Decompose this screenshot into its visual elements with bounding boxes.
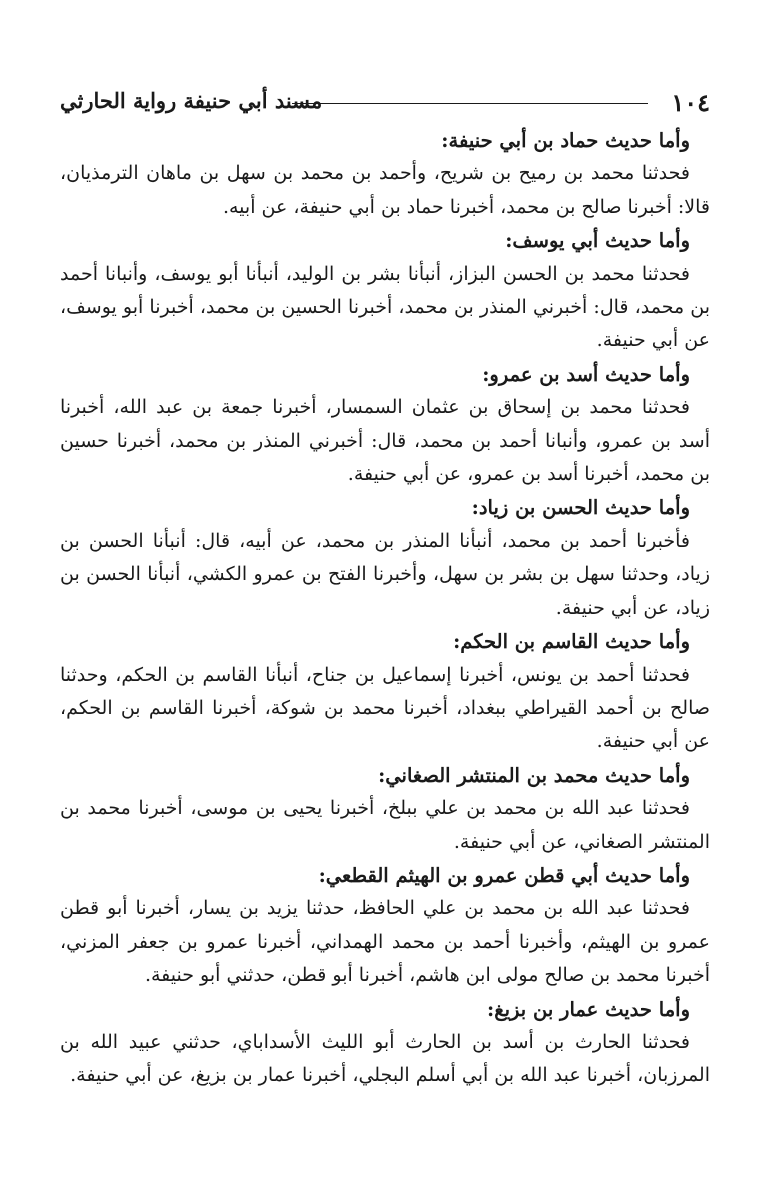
section-heading-muntashir: وأما حديث محمد بن المنتشر الصغاني: xyxy=(378,763,690,787)
section-text-hasan: فأخبرنا أحمد بن محمد، أنبأنا المنذر بن محمد، عن أبيه، قال: أنبأنا الحسن بن زياد، وحدثنا سهل بن بشر بن سهل، وأخبرنا الفتح بن عمرو الكشي، أنبأنا الحسن بن زياد، عن أبي حنيفة. xyxy=(60,529,710,619)
section-heading-ammar: وأما حديث عمار بن بزيغ: xyxy=(487,997,690,1021)
page-body xyxy=(60,124,710,1093)
header-rule xyxy=(292,103,648,104)
section-text-abu-qatan: فحدثنا عبد الله بن محمد بن علي الحافظ، حدثنا يزيد بن يسار، أخبرنا أبو قطن عمرو بن الهيثم، وأخبرنا أحمد بن محمد الهمداني، أخبرنا عمرو بن جعفر المزني، أخبرنا محمد بن صالح مولى ابن هاشم، أخبرنا أبو قطن، حدثني أبو حنيفة. xyxy=(60,897,710,987)
section-heading-qasim: وأما حديث القاسم بن الحكم: xyxy=(453,630,690,654)
section-text-qasim: فحدثنا أحمد بن يونس، أخبرنا إسماعيل بن جناح، أنبأنا القاسم بن الحكم، وحدثنا صالح بن أحمد القيراطي ببغداد، أخبرنا محمد بن شوكة، أخبرنا القاسم بن الحكم، عن أبي حنيفة. xyxy=(60,663,710,753)
section-text-hammad: فحدثنا محمد بن رميح بن شريح، وأحمد بن محمد بن سهل بن ماهان الترمذيان، قالا: أخبرنا صالح بن محمد، أخبرنا حماد بن أبي حنيفة، عن أبيه. xyxy=(60,162,710,218)
section-heading-hasan: وأما حديث الحسن بن زياد: xyxy=(471,496,690,520)
section-text-asad: فحدثنا محمد بن إسحاق بن عثمان السمسار، أخبرنا جمعة بن عبد الله، أخبرنا أسد بن عمرو، وأنبانا أحمد بن محمد، قال: أخبرني المنذر بن محمد، أخبرنا حسين بن محمد، أخبرنا أسد بن عمرو، عن أبي حنيفة. xyxy=(60,396,710,486)
section-text-muntashir: فحدثنا عبد الله بن محمد بن علي ببلخ، أخبرنا يحيى بن موسى، أخبرنا محمد بن المنتشر الصغاني، عن أبي حنيفة. xyxy=(60,797,710,853)
book-page xyxy=(60,82,710,1093)
section-heading-abu-qatan: وأما حديث أبي قطن عمرو بن الهيثم القطعي: xyxy=(318,863,690,887)
section-text-ammar: فحدثنا الحارث بن أسد بن الحارث أبو الليث الأسداباي، حدثني عبيد الله بن المرزبان، أخبرنا عبد الله بن أبي أسلم البجلي، أخبرنا عمار بن بزيغ، عن أبي حنيفة. xyxy=(60,1030,710,1087)
section-heading-hammad: وأما حديث حماد بن أبي حنيفة: xyxy=(441,129,690,152)
section-text-abu-yusuf: فحدثنا محمد بن الحسن البزاز، أنبأنا بشر بن الوليد، أنبأنا أبو يوسف، وأنبانا أحمد بن محمد، قال: أخبرني المنذر بن محمد، أخبرنا الحسين بن محمد، أخبرنا أبو يوسف، عن أبي حنيفة. xyxy=(60,262,710,352)
page-number: ١٠٤ xyxy=(671,88,710,117)
section-heading-asad: وأما حديث أسد بن عمرو: xyxy=(482,362,690,386)
section-heading-abu-yusuf: وأما حديث أبي يوسف: xyxy=(505,229,690,253)
running-title: مسند أبي حنيفة رواية الحارثي xyxy=(60,88,323,113)
page-header xyxy=(60,82,710,118)
